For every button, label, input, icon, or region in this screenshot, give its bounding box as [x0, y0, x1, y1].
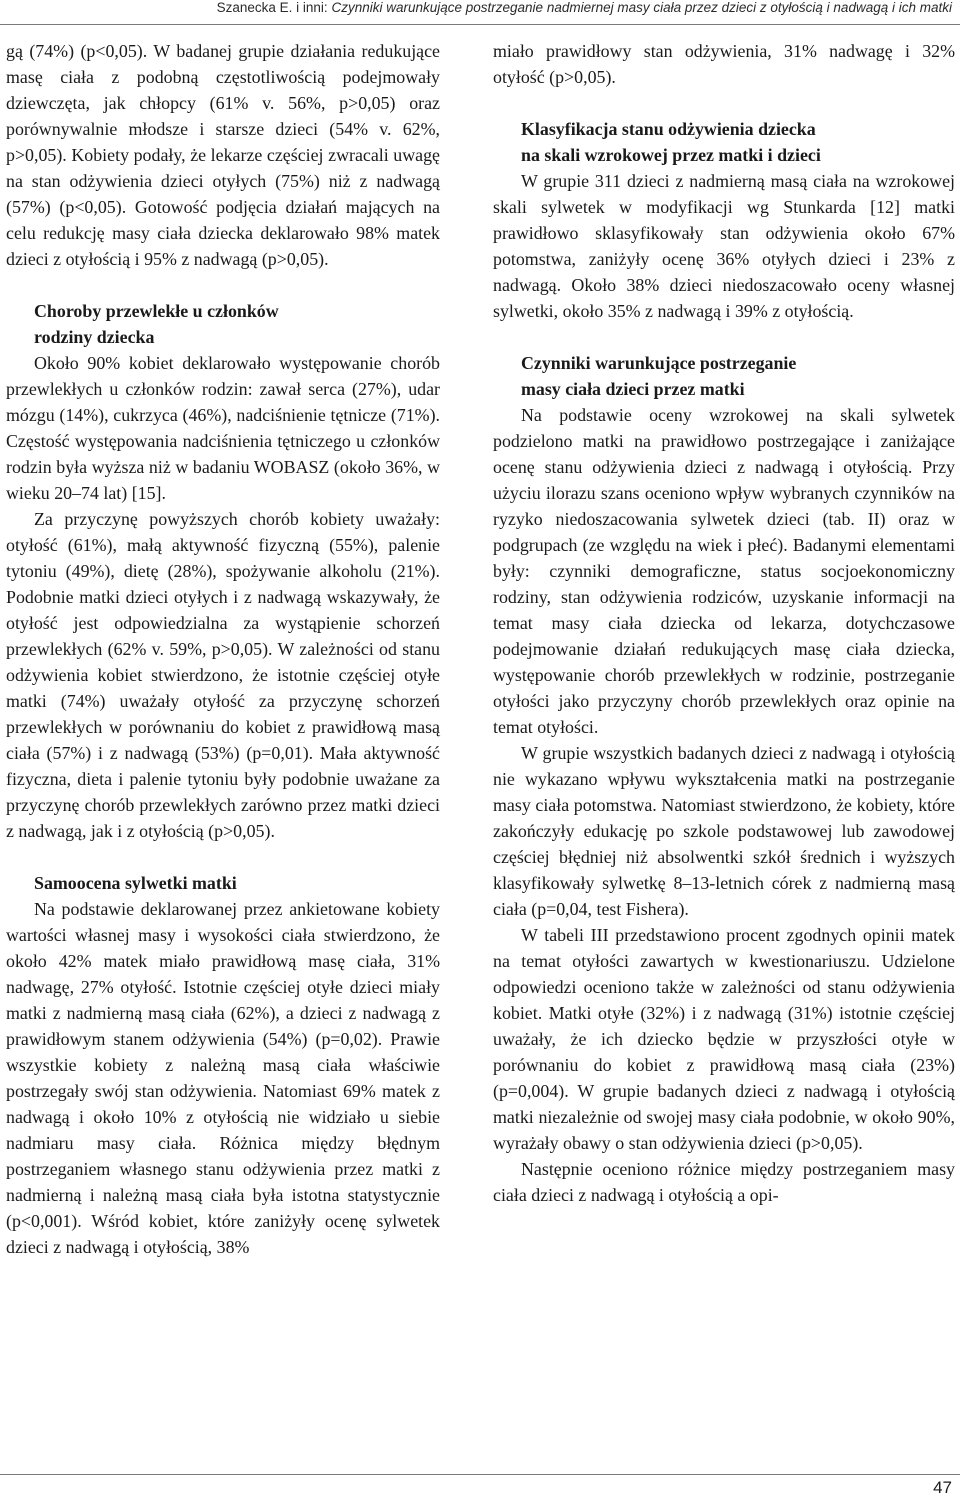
header-authors: Szanecka E. i inni:: [216, 0, 328, 15]
heading-line-1: Klasyfikacja stanu odżywienia dziecka: [521, 119, 816, 139]
right-paragraph-2: W grupie 311 dzieci z nadmierną masą ciała na wzrokowej skali sylwetek w modyfikacji wg Stunkarda [12] matki prawidłowo sklasyfikowały stan odżywienia około 67% potomstwa, zaniżyły ocenę 36% otyłych dzieci i 23% z nadwagą. Około 38% dzieci niedoszacowało oceny własnej sylwetki, około 35% z nadwagą i 39% z otyłością.: [493, 171, 955, 321]
right-paragraph-3: Na podstawie oceny wzrokowej na skali sylwetek podzielono matki na prawidłowo postrzegające i zaniżające ocenę stanu odżywienia dzieci z nadwagą i otyłością. Przy użyciu ilorazu szans oceniono wpływ wybranych czynników na ryzyko niedoszacowania sylwetek dzieci (tab. II) oraz w podgrupach (ze względu na wiek i płeć). Badanymi elementami były: czynniki demograficzne, status socjoekonomiczny rodziny, stan odżywienia rodziców, uzyskanie informacji na temat masy ciała dziecka od lekarza, dotychczasowe podejmowanie działań redukujących masę ciała dziecka, występowanie chorób przewlekłych w rodzinie, postrzeganie otyłości jako przyczyny chorób przewlekłych oraz opinie na temat otyłości.: [493, 405, 955, 737]
heading-line-1: Choroby przewlekłe u członków: [34, 301, 279, 321]
section-heading-classification: [521, 116, 955, 168]
heading-line-2: rodziny dziecka: [34, 327, 155, 347]
right-column: [493, 38, 955, 1208]
left-paragraph-2: Około 90% kobiet deklarowało występowanie chorób przewlekłych u członków rodzin: zawał serca (27%), udar mózgu (14%), cukrzyca (46%), nadciśnienie tętnicze (71%). Częstość występowania nadciśnienia tętniczego u członków rodzin była wyższa niż w badaniu WOBASZ (około 36%, w wieku 20–74 lat) [15].: [6, 353, 440, 503]
left-paragraph-1: gą (74%) (p<0,05). W badanej grupie działania redukujące masę ciała z podobną częstotliwością podejmowały dziewczęta, jak chłopcy (61% v. 56%, p>0,05) oraz porównywalnie młodsze i starsze dzieci (54% v. 62%, p>0,05). Kobiety podały, że lekarze częściej zwracali uwagę na stan odżywienia dzieci otyłych (75%) niż z nadwagą (57%) (p<0,05). Gotowość podjęcia działań mających na celu redukcję masy ciała dziecka deklarowało 98% matek dzieci z otyłością i 95% z nadwagą (p>0,05).: [6, 41, 440, 269]
left-column: [6, 38, 440, 1260]
heading-line-2: masy ciała dzieci przez matki: [521, 379, 745, 399]
running-header: [217, 0, 952, 15]
footer-divider: [0, 1474, 960, 1475]
header-divider: [0, 24, 960, 25]
right-paragraph-5: W tabeli III przedstawiono procent zgodnych opinii matek na temat otyłości zawartych w kwestionariuszu. Udzielone odpowiedzi oceniono także w zależności od stanu odżywienia kobiet. Matki otyłe (32%) i z nadwagą (31%) istotnie częściej uważały, że ich dziecko będzie w przyszłości otyłe w porównaniu do kobiet z prawidłową masą ciała (23%) (p=0,004). W grupie badanych dzieci z nadwagą i otyłością matki niezależnie od swojej masy ciała podobnie, w około 90%, wyrażały obawy o stan odżywienia dzieci (p>0,05).: [493, 925, 955, 1153]
right-paragraph-4: W grupie wszystkich badanych dzieci z nadwagą i otyłością nie wykazano wpływu wykształcenia matki na postrzeganie masy ciała potomstwa. Natomiast stwierdzono, że kobiety, które zakończyły edukację po szkole podstawowej lub zawodowej częściej błędniej niż absolwentki szkół średnich i wyższych klasyfikowały sylwetkę 8–13-letnich córek z nadmierną masą ciała (p=0,04, test Fishera).: [493, 743, 955, 919]
section-heading-chronic-diseases: [34, 298, 440, 350]
page-number: 47: [933, 1478, 952, 1497]
right-paragraph-1: miało prawidłowy stan odżywienia, 31% nadwagę i 32% otyłość (p>0,05).: [493, 41, 955, 87]
heading-line-1: Czynniki warunkujące postrzeganie: [521, 353, 797, 373]
left-paragraph-3: Za przyczynę powyższych chorób kobiety uważały: otyłość (61%), małą aktywność fizyczną (55%), palenie tytoniu (49%), dietę (28%), spożywanie alkoholu (21%). Podobnie matki dzieci otyłych i z nadwagą wskazywały, że otyłość jest odpowiedzialna za wystąpienie schorzeń przewlekłych (62% v. 59%, p>0,05). W zależności od stanu odżywienia kobiet stwierdzono, że istotnie częściej otyłe matki (74%) uważały otyłość za przyczynę schorzeń przewlekłych w porównaniu do kobiet z prawidłową masą ciała (57%) i z nadwagą (53%) (p=0,01). Mała aktywność fizyczna, dieta i palenie tytoniu były podobnie uważane za przyczynę chorób przewlekłych zarówno przez matki dzieci z nadwagą, jak i z otyłością (p>0,05).: [6, 509, 440, 841]
section-heading-factors: [521, 350, 955, 402]
header-title: Czynniki warunkujące postrzeganie nadmiernej masy ciała przez dzieci z otyłością i nadwagą i ich matki: [331, 0, 952, 15]
left-paragraph-4: Na podstawie deklarowanej przez ankietowane kobiety wartości własnej masy i wysokości ciała stwierdzono, że około 42% matek miało prawidłową masę ciała, 31% nadwagę, 27% otyłość. Istotnie częściej otyłe dzieci miały matki z nadmierną masą ciała (62%), a dzieci z nadwagą z prawidłowym stanem odżywienia (54%) (p=0,02). Prawie wszystkie kobiety z należną masą ciała właściwie postrzegały swój stan odżywienia. Natomiast 69% matek z nadwagą i około 10% z otyłością nie widziało u siebie nadmiaru masy ciała. Różnica między błędnym postrzeganiem własnego stanu odżywienia przez matki z nadmierną i należną masą ciała była istotna statystycznie (p<0,001). Wśród kobiet, które zaniżyły ocenę sylwetek dzieci z nadwagą i otyłością, 38%: [6, 899, 440, 1257]
section-heading-mother-self-assessment: Samoocena sylwetki matki: [34, 873, 237, 893]
right-paragraph-6: Następnie oceniono różnice między postrzeganiem masy ciała dzieci z nadwagą i otyłością a opi-: [493, 1159, 955, 1205]
heading-line-2: na skali wzrokowej przez matki i dzieci: [521, 145, 821, 165]
